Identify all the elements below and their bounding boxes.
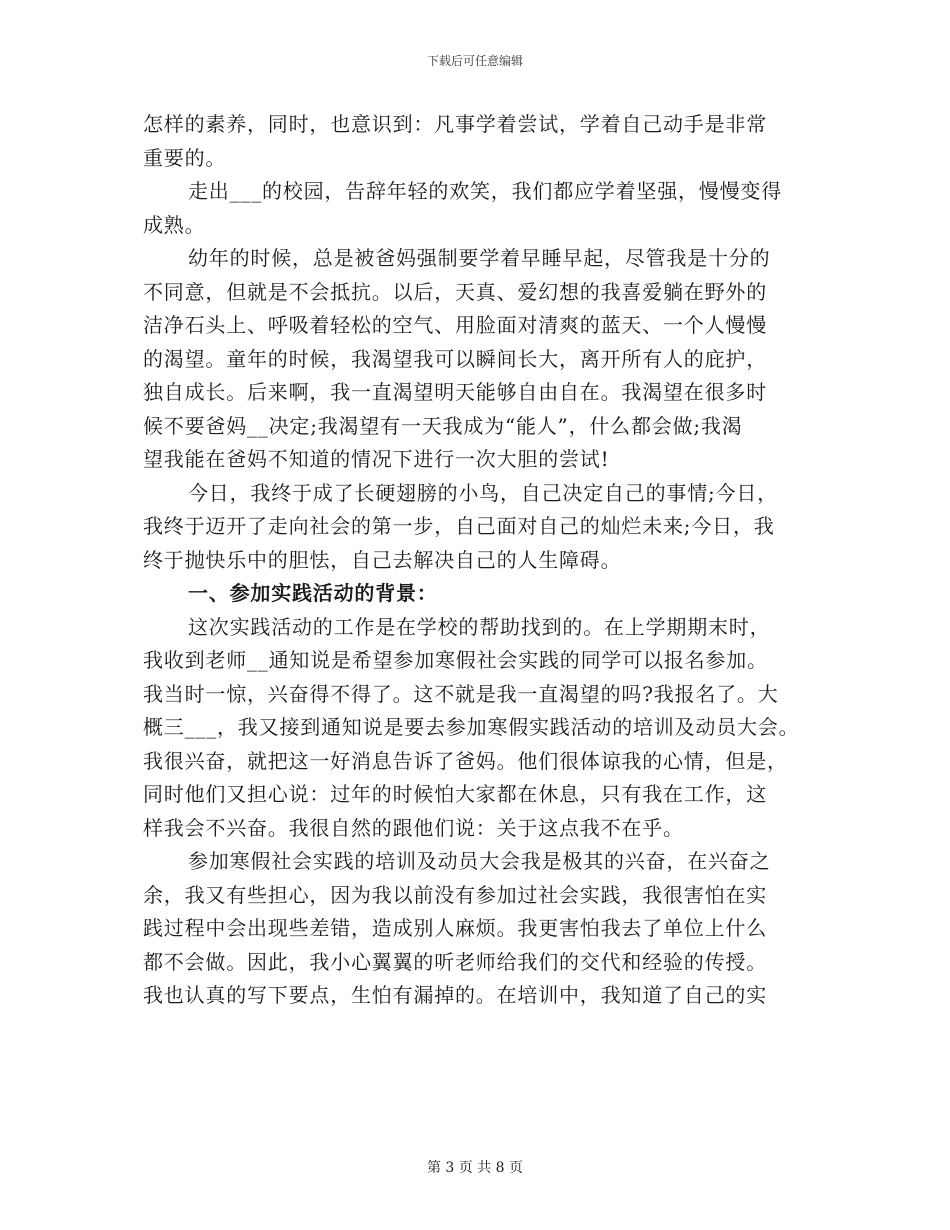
text-line: 洁净石头上、呼吸着轻松的空气、用脸面对清爽的蓝天、一个人慢慢 xyxy=(143,313,767,337)
page-number: 第 3 页 共 8 页 xyxy=(426,1160,524,1176)
text-line: 怎样的素养，同时，也意识到：凡事学着尝试，学着自己动手是非常 xyxy=(143,112,767,136)
text-line: 重要的。 xyxy=(143,145,227,170)
page-header-note: 下载后可任意编辑 xyxy=(426,54,523,68)
text-line: 的渴望。童年的时候，我渴望我可以瞬间长大，离开所有人的庇护， xyxy=(143,346,767,371)
text-line: 终于抛快乐中的胆怯，自己去解决自己的人生障碍。 xyxy=(143,547,622,572)
text-line: 今日，我终于成了长硬翅膀的小鸟，自己决定自己的事情;今日， xyxy=(188,480,778,505)
text-line: 幼年的时候，总是被爸妈强制要学着早睡早起，尽管我是十分的 xyxy=(188,246,771,270)
text-line: 余，我又有些担心，因为我以前没有参加过社会实践，我很害怕在实 xyxy=(143,882,767,907)
text-line: 我也认真的写下要点，生怕有漏掉的。在培训中，我知道了自己的实 xyxy=(143,983,767,1007)
text-line: 我当时一惊，兴奋得不得了。这不就是我一直渴望的吗?我报名了。大 xyxy=(143,681,779,706)
text-line: 成熟。 xyxy=(143,212,206,237)
text-line: 都不会做。因此，我小心翼翼的听老师给我们的交代和经验的传授。 xyxy=(143,949,767,974)
text-line: 参加寒假社会实践的培训及动员大会我是极其的兴奋，在兴奋之 xyxy=(188,849,771,873)
text-line: 同时他们又担心说：过年的时候怕大家都在休息，只有我在工作，这 xyxy=(143,782,767,806)
text-line: 这次实践活动的工作是在学校的帮助找到的。在上学期期末时， xyxy=(188,614,771,639)
text-line: 走出___的校园，告辞年轻的欢笑，我们都应学着坚强，慢慢变得 xyxy=(188,179,782,203)
document-body xyxy=(143,108,823,1013)
text-line: 候不要爸妈__决定;我渴望有一天我成为“能人”，什么都会做;我渴 xyxy=(143,413,743,438)
text-line: 样我会不兴奋。我很自然的跟他们说：关于这点我不在乎。 xyxy=(143,815,684,840)
text-line: 我收到老师__通知说是希望参加寒假社会实践的同学可以报名参加。 xyxy=(143,648,768,672)
text-line: 望我能在爸妈不知道的情况下进行一次大胆的尝试! xyxy=(143,447,610,471)
text-line: 不同意，但就是不会抵抗。以后，天真、爱幻想的我喜爱躺在野外的 xyxy=(143,279,767,304)
text-line: 我终于迈开了走向社会的第一步，自己面对自己的灿烂未来;今日，我 xyxy=(143,514,775,538)
text-line: 独自成长。后来啊，我一直渴望明天能够自由自在。我渴望在很多时 xyxy=(143,380,767,404)
text-line: 践过程中会出现些差错，造成别人麻烦。我更害怕我去了单位上什么 xyxy=(143,916,767,940)
text-line: 我很兴奋，就把这一好消息告诉了爸妈。他们很体谅我的心情，但是， xyxy=(143,748,788,773)
text-line: 概三___，我又接到通知说是要去参加寒假实践活动的培训及动员大会。 xyxy=(143,715,800,739)
section-heading: 一、参加实践活动的背景： xyxy=(188,581,438,605)
